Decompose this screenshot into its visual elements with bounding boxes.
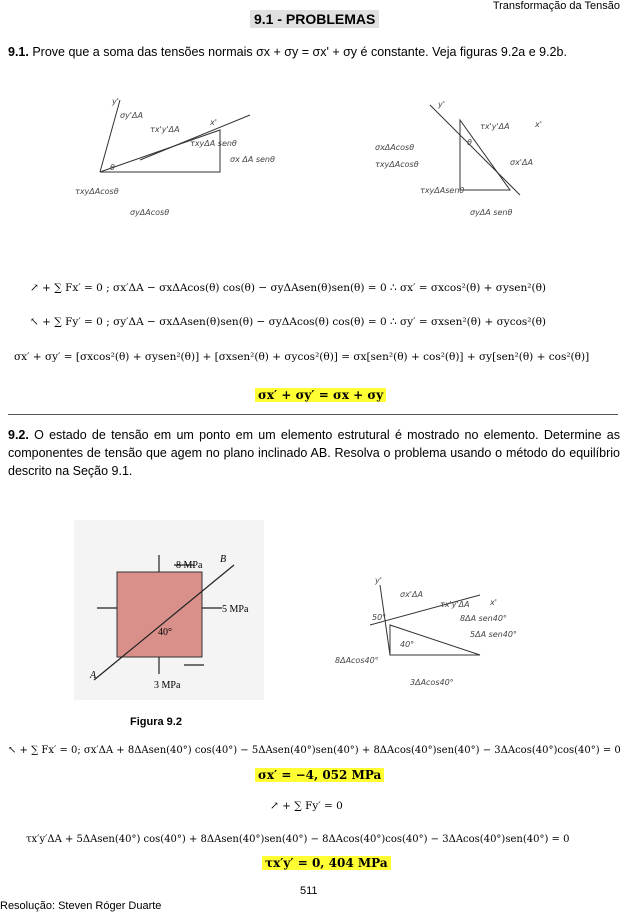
- problem-1-sketch-right: [370, 95, 580, 225]
- label-8mpa: 8 MPa: [176, 560, 203, 571]
- sketch-label: τx'y'ΔA: [150, 125, 180, 134]
- p2-result-tau-highlight: τx′y′ = 0, 404 MPa: [262, 856, 391, 870]
- p2-result-sigma: [255, 768, 384, 782]
- figure-9-2: [74, 520, 264, 700]
- p1-result-highlight: σx′ + σy′ = σx + σy: [255, 388, 386, 402]
- sketch-label: x': [535, 120, 542, 129]
- sketch-label: y': [375, 576, 382, 585]
- label-angle: 40°: [158, 627, 172, 638]
- sketch-label: x': [210, 118, 217, 127]
- problem-1-text: Prove que a soma das tensões normais σx + σy = σx' + σy é constante. Veja figuras 9.2a e 9.2b.: [32, 45, 567, 59]
- label-5mpa: 5 MPa: [222, 604, 249, 615]
- problem-1-statement: [8, 45, 567, 59]
- sketch-label: τx'y'ΔA: [440, 600, 470, 609]
- sketch-label: 50°: [372, 613, 387, 622]
- p2-equation-1: ↖ + ∑ Fx′ = 0; σx′ΔA + 8ΔAsen(40°) cos(40°) − 5ΔAsen(40°)sen(40°) + 8ΔAcos(40°)sen(40°) − 3ΔAcos(40°)cos(40°) = 0: [8, 745, 621, 756]
- label-a: A: [90, 670, 97, 681]
- sketch-label: 5ΔA sen40°: [470, 630, 517, 639]
- problem-2-number: 9.2.: [8, 428, 29, 442]
- label-3mpa: 3 MPa: [154, 680, 181, 691]
- problem-1-number: 9.1.: [8, 45, 29, 59]
- p2-result-sigma-highlight: σx′ = −4, 052 MPa: [255, 768, 384, 782]
- sketch-label: y': [112, 97, 119, 106]
- sketch-label: θ: [467, 138, 472, 147]
- sketch-label: τx'y'ΔA: [480, 122, 510, 131]
- sketch-label: τxyΔAsenθ: [420, 186, 465, 195]
- problem-2-text: O estado de tensão em um ponto em um elemento estrutural é mostrado no elemento. Determine as componentes de tensão que agem no plano inclinado AB. Resolva o problema usando o método do equilíbrio descrito na Seção 9.1.: [8, 428, 620, 478]
- p2-result-tau: [262, 856, 391, 870]
- p1-equation-3: σx′ + σy′ = [σxcos²(θ) + σysen²(θ)] + [σxsen²(θ) + σycos²(θ)] = σx[sen²(θ) + cos²(θ)] + σy[sen²(θ) + cos²(θ)]: [14, 351, 590, 363]
- sketch-label: σyΔA senθ: [470, 208, 513, 217]
- p1-result: [255, 388, 386, 402]
- sketch-label: σyΔAcosθ: [130, 208, 170, 217]
- sketch-label: 3ΔAcos40°: [410, 678, 454, 687]
- figure-caption: Figura 9.2: [130, 716, 182, 728]
- p2-equation-3: τx′y′ΔA + 5ΔAsen(40°) cos(40°) + 8ΔAsen(40°)sen(40°) − 8ΔAcos(40°)cos(40°) − 3ΔAcos(40°)sen(40°) = 0: [26, 834, 570, 845]
- divider: [8, 414, 618, 415]
- sketch-label: σx'ΔA: [400, 590, 423, 599]
- label-b: B: [220, 554, 227, 565]
- problem-1-sketch-left: [60, 90, 320, 235]
- p1-equation-2: ↖ + ∑ Fy′ = 0 ; σy′ΔA − σxΔAsen(θ)sen(θ) − σyΔAcos(θ) cos(θ) = 0 ∴ σy′ = σxsen²(θ) + σycos²(θ): [30, 316, 547, 328]
- sketch-label: σxΔAcosθ: [375, 143, 415, 152]
- section-title: 9.1 - PROBLEMAS: [250, 10, 379, 28]
- sketch-label: x': [490, 598, 497, 607]
- p1-equation-1: ↗ + ∑ Fx′ = 0 ; σx′ΔA − σxΔAcos(θ) cos(θ) − σyΔAsen(θ)sen(θ) = 0 ∴ σx′ = σxcos²(θ) + σysen²(θ): [30, 282, 546, 294]
- stress-element: [117, 572, 202, 657]
- sketch-label: σx ΔA senθ: [230, 155, 275, 164]
- sketch-label: σx'ΔA: [510, 158, 533, 167]
- chapter-header: Transformação da Tensão: [492, 0, 620, 12]
- problem-2-statement: [8, 426, 620, 480]
- p2-equation-2: ↗ + ∑ Fy′ = 0: [270, 800, 343, 812]
- sketch-label: 40°: [400, 640, 415, 649]
- sketch-label: τxyΔAcosθ: [75, 187, 119, 196]
- sketch-label: τxyΔAcosθ: [375, 160, 419, 169]
- sketch-label: τxyΔA senθ: [190, 139, 237, 148]
- footer-credit: Resolução: Steven Róger Duarte: [0, 900, 162, 912]
- page-number: 511: [300, 885, 318, 897]
- problem-2-sketch: [330, 565, 570, 695]
- sketch-label: y': [438, 100, 445, 109]
- sketch-label: 8ΔAcos40°: [335, 656, 379, 665]
- sketch-label: θ: [110, 163, 115, 172]
- sketch-label: 8ΔA sen40°: [460, 614, 507, 623]
- sketch-label: σy'ΔA: [120, 111, 143, 120]
